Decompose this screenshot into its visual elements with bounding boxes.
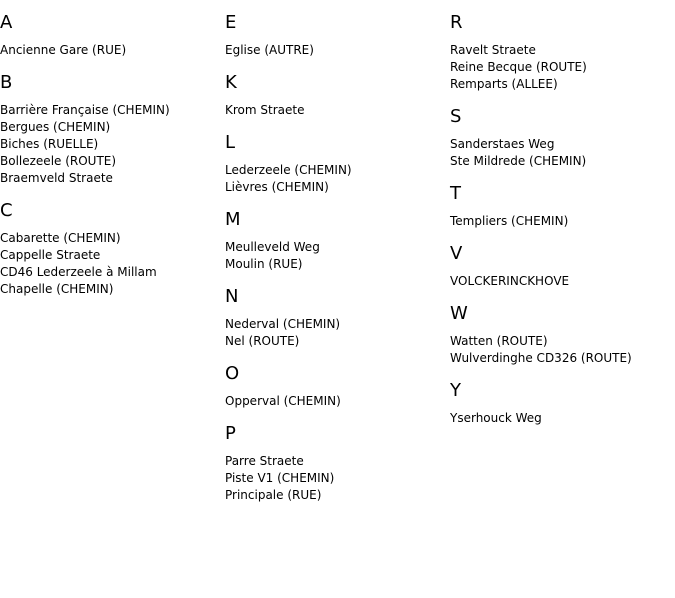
street-link[interactable]: Ancienne Gare (RUE) (0, 43, 127, 57)
letter-heading: S (450, 106, 462, 127)
street-link[interactable]: Yserhouck Weg (450, 411, 542, 425)
letter-heading: R (450, 12, 463, 33)
letter-group (450, 303, 675, 367)
street-link[interactable]: Ravelt Straete (450, 43, 536, 57)
street-link[interactable]: Biches (RUELLE) (0, 137, 99, 151)
street-list (450, 42, 675, 93)
letter-group (450, 243, 675, 290)
street-link[interactable]: VOLCKERINCKHOVE (450, 274, 570, 288)
street-list (225, 393, 450, 410)
street-link[interactable]: Nederval (CHEMIN) (225, 317, 341, 331)
letter-group (0, 72, 225, 187)
street-link[interactable]: Lederzeele (CHEMIN) (225, 163, 352, 177)
letter-group (225, 72, 450, 119)
street-link[interactable]: Remparts (ALLEE) (450, 77, 558, 91)
street-link[interactable]: CD46 Lederzeele à Millam (0, 265, 157, 279)
street-link[interactable]: Bergues (CHEMIN) (0, 120, 111, 134)
street-list (0, 102, 225, 187)
letter-group (225, 423, 450, 504)
street-list (225, 239, 450, 273)
letter-group (225, 132, 450, 196)
letter-heading: K (225, 72, 237, 93)
letter-group (0, 200, 225, 298)
street-list (225, 162, 450, 196)
letter-heading: E (225, 12, 237, 33)
street-link[interactable]: Sanderstaes Weg (450, 137, 555, 151)
street-link[interactable]: Ste Mildrede (CHEMIN) (450, 154, 587, 168)
index-column (225, 12, 450, 517)
street-link[interactable]: Cabarette (CHEMIN) (0, 231, 121, 245)
index-column (0, 12, 225, 311)
street-list (450, 333, 675, 367)
letter-group (450, 183, 675, 230)
letter-heading: P (225, 423, 236, 444)
letter-heading: N (225, 286, 239, 307)
letter-group (225, 363, 450, 410)
letter-heading: A (0, 12, 13, 33)
street-link[interactable]: Meulleveld Weg (225, 240, 320, 254)
letter-group (225, 209, 450, 273)
street-link[interactable]: Principale (RUE) (225, 488, 322, 502)
street-list (0, 42, 225, 59)
letter-group (0, 12, 225, 59)
letter-group (225, 286, 450, 350)
street-link[interactable]: Templiers (CHEMIN) (450, 214, 569, 228)
letter-heading: B (0, 72, 13, 93)
street-link[interactable]: Piste V1 (CHEMIN) (225, 471, 335, 485)
street-list (450, 273, 675, 290)
street-link[interactable]: Cappelle Straete (0, 248, 101, 262)
street-link[interactable]: Chapelle (CHEMIN) (0, 282, 114, 296)
street-list (0, 230, 225, 298)
street-link[interactable]: Reine Becque (ROUTE) (450, 60, 587, 74)
street-link[interactable]: Parre Straete (225, 454, 304, 468)
street-link[interactable]: Krom Straete (225, 103, 305, 117)
letter-heading: V (450, 243, 463, 264)
street-link[interactable]: Watten (ROUTE) (450, 334, 548, 348)
street-list (225, 453, 450, 504)
street-link[interactable]: Nel (ROUTE) (225, 334, 300, 348)
street-list (450, 136, 675, 170)
street-link[interactable]: Moulin (RUE) (225, 257, 303, 271)
street-link[interactable]: Barrière Française (CHEMIN) (0, 103, 170, 117)
street-link[interactable]: Lièvres (CHEMIN) (225, 180, 329, 194)
street-list (225, 102, 450, 119)
index-column (450, 12, 675, 440)
letter-heading: M (225, 209, 241, 230)
letter-heading: O (225, 363, 240, 384)
street-link[interactable]: Eglise (AUTRE) (225, 43, 314, 57)
street-link[interactable]: Opperval (CHEMIN) (225, 394, 341, 408)
street-link[interactable]: Wulverdinghe CD326 (ROUTE) (450, 351, 632, 365)
letter-group (450, 106, 675, 170)
letter-heading: Y (450, 380, 461, 401)
letter-group (450, 380, 675, 427)
street-list (450, 213, 675, 230)
street-link[interactable]: Bollezeele (ROUTE) (0, 154, 117, 168)
street-list (225, 42, 450, 59)
letter-heading: L (225, 132, 236, 153)
letter-group (450, 12, 675, 93)
street-list (450, 410, 675, 427)
letter-heading: C (0, 200, 13, 221)
letter-heading: W (450, 303, 468, 324)
letter-group (225, 12, 450, 59)
letter-heading: T (450, 183, 461, 204)
street-list (225, 316, 450, 350)
street-link[interactable]: Braemveld Straete (0, 171, 113, 185)
